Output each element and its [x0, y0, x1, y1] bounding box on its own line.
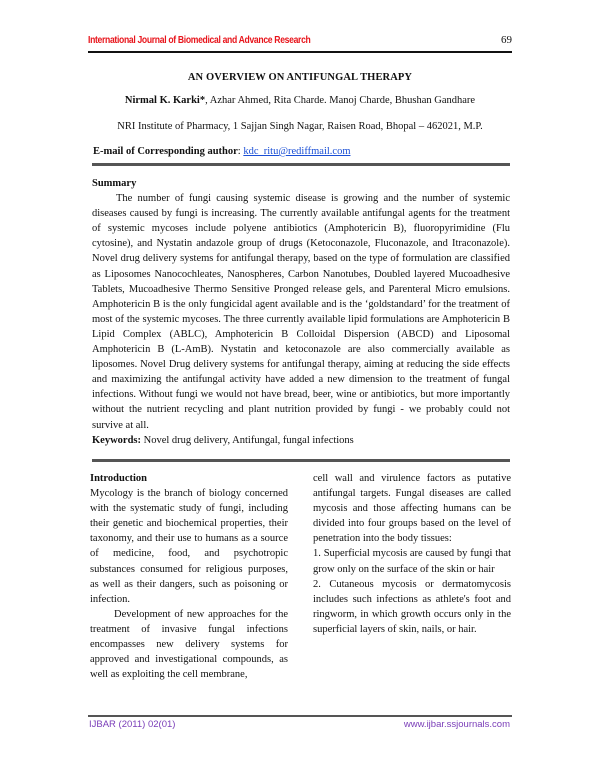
- footer-citation: IJBAR (2011) 02(01): [89, 719, 176, 730]
- email-label: E-mail of Corresponding author: [93, 146, 238, 157]
- keywords-value: Novel drug delivery, Antifungal, fungal infections: [141, 434, 354, 446]
- keywords-line: [92, 433, 510, 448]
- body-column-left: [90, 471, 288, 682]
- section-divider: [92, 459, 510, 462]
- author-list: [0, 95, 600, 106]
- corresponding-email-line: [93, 146, 350, 157]
- introduction-heading: Introduction: [90, 473, 147, 484]
- section-divider: [92, 163, 510, 166]
- article-title: AN OVERVIEW ON ANTIFUNGAL THERAPY: [187, 72, 413, 83]
- running-head: [88, 34, 512, 48]
- keywords-label: Keywords:: [92, 434, 141, 446]
- page-number: 69: [501, 34, 512, 46]
- affiliation: NRI Institute of Pharmacy, 1 Sajjan Singh Nagar, Raisen Road, Bhopal – 462021, M.P.: [117, 121, 483, 132]
- footer-rule: [88, 715, 512, 717]
- footer-website[interactable]: www.ijbar.ssjournals.com: [403, 719, 510, 730]
- journal-title: International Journal of Biomedical and Advance Research: [88, 34, 311, 46]
- introduction-paragraph: Development of new approaches for the treatment of invasive fungal infections encompasses new delivery systems for approved and investigational compounds, as well as exploiting the cell membrane,: [90, 608, 288, 681]
- introduction-paragraph: cell wall and virulence factors as putative antifungal targets. Fungal diseases are called mycosis and those affecting humans can be divided into four groups based on the level of penetration into the body tissues:: [313, 473, 511, 545]
- list-item: 1. Superficial mycosis are caused by fungi that grow only on the surface of the skin or hair: [313, 548, 511, 575]
- summary-body: The number of fungi causing systemic disease is growing and the number of systemic diseases caused by fungi is increasing. The currently available antifungal agents for the treatment of systemic mycoses include polyene antibiotics (Amphotericin B), fluoropyrimidine (Flu cytosine), and Nystatin andazole group of drugs (Ketoconazole, Fluconazole, and Itraconazole). Novel drug delivery systems for antifungal therapy, based on the type of formulation are classified as Liposomes Nanocochleates, Nanospheres, Carbon Nanotubes, Doubled layered Mucoadhesive Tablets, Mucoadhesive Thermo Sensitive Pronged release gels, and Parenteral Micro emulsions. Amphotericin B is the only fungicidal agent available and is the ‘goldstandard’ for the treatment of most of the systemic mycoses. The three currently available lipid formulations are Amphotericin B Lipid Complex (ABLC), Amphotericin B Colloidal Dispersion (ABCD) and Liposomal Amphotericin B (L-AmB). Nystatin and ketoconazole are also commercially available as liposomes. Novel Drug delivery systems for antifungal therapy, aiming at reducing the side effects and maximizing the antifungal activity have added a new dimension to the treatment of fungal infections. Without fungi we would not have bread, beer, wine or antibiotics, but more importantly without the nutrient recycling and plant nutrition provided by fungi - we probably could not survive at all.: [92, 193, 510, 431]
- body-column-right: [313, 471, 511, 637]
- email-separator: :: [237, 146, 244, 157]
- introduction-paragraph: Mycology is the branch of biology concerned with the systematic study of fungi, including their genetic and biochemical properties, their taxonomy, and their use to humans as a source of medicine, food, and psychotropic substances consumed for religious purposes, as well as their dangers, such as poisoning or infection.: [90, 488, 288, 605]
- header-rule: [88, 51, 512, 53]
- email-link[interactable]: kdc_ritu@rediffmail.com: [243, 146, 351, 157]
- list-item: 2. Cutaneous mycosis or dermatomycosis includes such infections as athlete's foot and ringworm, in which growth occurs only in the superficial layers of skin, nails, or hair.: [313, 578, 511, 635]
- summary-section: [92, 176, 510, 448]
- summary-heading: Summary: [92, 178, 137, 189]
- corresponding-author: Nirmal K. Karki*: [124, 95, 206, 106]
- co-authors: , Azhar Ahmed, Rita Charde. Manoj Charde, Bhushan Gandhare: [205, 95, 476, 106]
